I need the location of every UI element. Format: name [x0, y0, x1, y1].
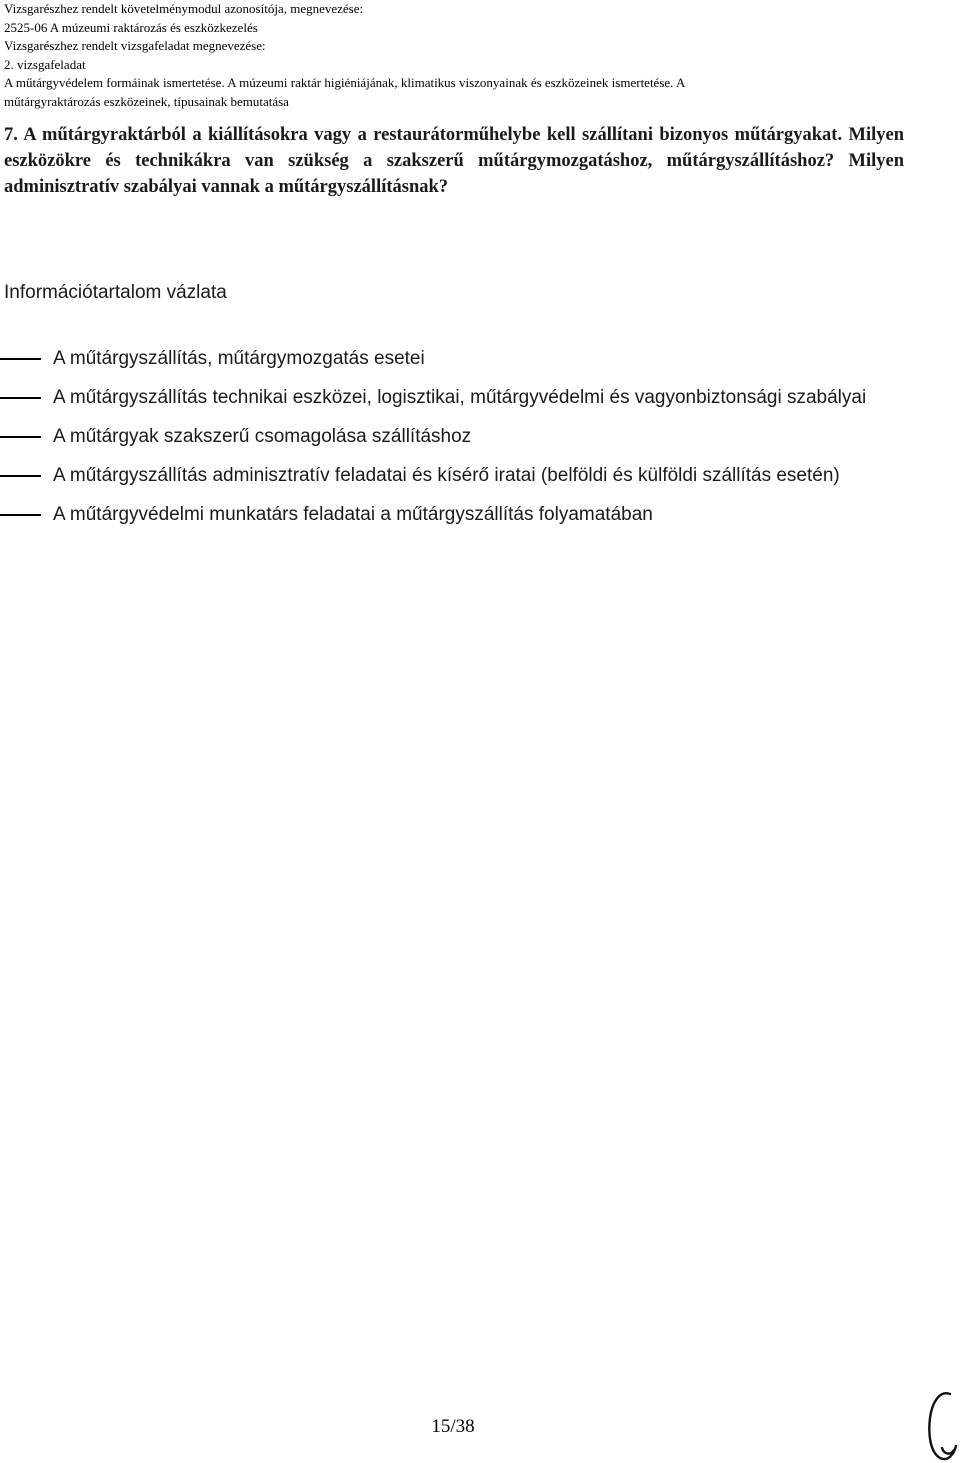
dash-bullet-icon [0, 514, 41, 516]
dash-bullet-icon [0, 436, 41, 438]
outline-item-text: A műtárgyvédelmi munkatárs feladatai a műtárgyszállítás folyamatában [53, 504, 653, 525]
outline-item-text: A műtárgyszállítás, műtárgymozgatás esetei [53, 348, 425, 369]
section-title: Információtartalom vázlata [4, 282, 227, 303]
dash-bullet-icon [0, 397, 41, 399]
outline-item [0, 378, 900, 417]
outline-item-text: A műtárgyszállítás technikai eszközei, logisztikai, műtárgyvédelmi és vagyonbiztonsági szabályai [53, 387, 867, 408]
header-line: 2525-06 A múzeumi raktározás és eszközkezelés [4, 19, 258, 35]
outline-item-text: A műtárgyak szakszerű csomagolása szállításhoz [53, 426, 472, 447]
header-line: műtárgyraktározás eszközeinek, típusainak bemutatása [4, 93, 289, 109]
exam-question: 7. A műtárgyraktárból a kiállításokra vagy a restaurátorműhelybe kell szállítani bizonyos műtárgyakat. Milyen eszközökre és technikákra van szükség a szakszerű műtárgymozgatáshoz, műtárgyszállításhoz? Milyen adminisztratív szabályai vannak a műtárgyszállításnak? [4, 125, 904, 197]
document-header [4, 0, 954, 112]
page-number: 15/38 [431, 1416, 475, 1437]
outline-item [0, 495, 900, 534]
header-line: A műtárgyvédelem formáinak ismertetése. A múzeumi raktár higiéniájának, klimatikus viszonyainak és eszközeinek ismertetése. A [4, 75, 686, 91]
outline-item [0, 456, 900, 495]
content-outline [0, 339, 900, 534]
outline-item [0, 417, 900, 456]
dash-bullet-icon [0, 475, 41, 477]
header-line: Vizsgarészhez rendelt követelménymodul azonosítója, megnevezése: [4, 1, 364, 16]
dash-bullet-icon [0, 358, 41, 360]
header-line: Vizsgarészhez rendelt vizsgafeladat megnevezése: [4, 38, 266, 54]
outline-item-text: A műtárgyszállítás adminisztratív feladatai és kísérő iratai (belföldi és külföldi szállítás esetén) [53, 465, 840, 486]
header-line: 2. vizsgafeladat [4, 56, 86, 72]
outline-item [0, 339, 900, 378]
signature-mark-icon [920, 1388, 960, 1463]
